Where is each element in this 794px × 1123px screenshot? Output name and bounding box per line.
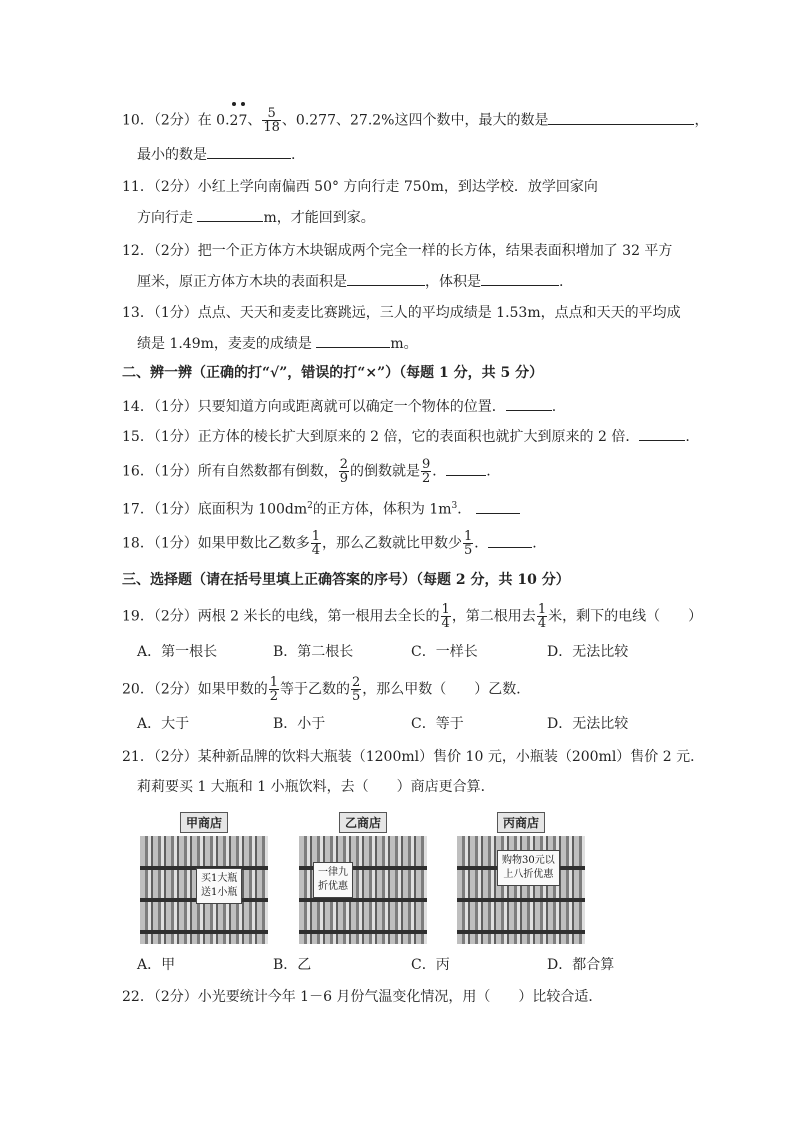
fraction: $\frac{2}{5}$ <box>352 675 361 704</box>
fraction: $\frac{1}{2}$ <box>269 675 279 704</box>
store-jia-photo <box>140 812 268 944</box>
question-11-line-2: 方向行走 m，才能回到家。 <box>137 207 375 228</box>
option-d[interactable]: D．都合算 <box>547 957 615 973</box>
fraction: $\frac{1}{4}$ <box>441 602 450 631</box>
answer-blank[interactable] <box>207 144 291 159</box>
fraction: $\frac{1}{4}$ <box>311 529 321 558</box>
option-b[interactable]: B．第二根长 <box>273 644 354 660</box>
answer-blank[interactable] <box>316 333 390 348</box>
question-13-line-1: 13．（1分）点点、天天和麦麦比赛跳远，三人的平均成绩是 1.53m，点点和天天的平均成 <box>122 305 681 321</box>
promo-sign: 买1大瓶 送1小瓶 <box>196 868 242 904</box>
question-11-line-1: 11．（2分）小红上学向南偏西 50° 方向行走 750m，到达学校．放学回家向 <box>122 179 598 195</box>
answer-blank[interactable] <box>197 207 263 222</box>
section-3-heading: 三、选择题（请在括号里填上正确答案的序号）（每题 2 分，共 10 分） <box>122 572 570 588</box>
shelf-photo <box>299 836 427 944</box>
promo-sign: 购物30元以 上八折优惠 <box>497 850 560 886</box>
fraction: $\frac{5}{18}$ <box>263 106 280 135</box>
shelf-line <box>299 898 427 902</box>
option-b[interactable]: B．乙 <box>273 957 312 973</box>
option-c[interactable]: C．等于 <box>411 716 464 732</box>
answer-blank[interactable] <box>347 271 425 286</box>
promo-sign: 一律九 折优惠 <box>313 862 353 898</box>
question-12-line-2: 厘米，原正方体方木块的表面积是 ，体积是 . <box>137 271 563 292</box>
answer-blank[interactable] <box>446 461 486 476</box>
question-13-line-2: 绩是 1.49m，麦麦的成绩是 m。 <box>137 333 418 354</box>
question-16: 16．（1分）所有自然数都有倒数， $\frac{2}{9}$ 的倒数就是 $\frac{9}{2}$ ． . <box>122 457 491 486</box>
option-a[interactable]: A．第一根长 <box>137 644 218 660</box>
shelf-photo <box>457 836 585 944</box>
store-name: 乙商店 <box>339 812 387 833</box>
fraction: $\frac{2}{9}$ <box>339 457 349 486</box>
question-17: 17．（1分）底面积为 $100dm^2$的正方体，体积为 $1m^3$． <box>122 496 520 520</box>
repeating-digit: 2 <box>230 111 239 131</box>
shelf-line <box>140 930 268 934</box>
option-b[interactable]: B．小于 <box>273 716 326 732</box>
question-14: 14．（1分）只要知道方向或距离就可以确定一个物体的位置． . <box>122 396 556 417</box>
shelf-line <box>457 930 585 934</box>
fraction: $\frac{1}{4}$ <box>537 602 547 631</box>
shelf-photo <box>140 836 268 944</box>
answer-blank[interactable] <box>476 499 520 514</box>
repeat-dot-icon <box>232 102 236 106</box>
option-d[interactable]: D．无法比较 <box>547 644 629 660</box>
store-bing-photo <box>457 812 585 944</box>
repeating-digit: 7 <box>238 111 247 131</box>
question-21-line-1: 21．（2分）某种新品牌的饮料大瓶装（1200ml）售价 10 元，小瓶装（200ml）售价 2 元． <box>122 749 705 765</box>
option-c[interactable]: C．丙 <box>411 957 450 973</box>
shelf-line <box>299 930 427 934</box>
section-2-heading: 二、辨一辨（正确的打“√”，错误的打“×”）（每题 1 分，共 5 分） <box>122 365 544 381</box>
store-name: 甲商店 <box>180 812 228 833</box>
option-a[interactable]: A．大于 <box>137 716 190 732</box>
answer-blank[interactable] <box>639 426 685 441</box>
answer-blank[interactable] <box>488 533 532 548</box>
answer-blank[interactable] <box>481 271 559 286</box>
question-18: 18．（1分）如果甲数比乙数多 $\frac{1}{4}$ ，那么乙数就比甲数少 $\frac{1}{5}$ ． . <box>122 529 537 558</box>
answer-blank[interactable] <box>506 396 552 411</box>
question-22: 22．（2分）小光要统计今年 1－6 月份气温变化情况，用（ ）比较合适． <box>122 989 603 1005</box>
fraction: $\frac{9}{2}$ <box>422 457 431 486</box>
question-10-line-2: 最小的数是 . <box>137 144 295 165</box>
question-15: 15．（1分）正方体的棱长扩大到原来的 2 倍，它的表面积也就扩大到原来的 2 倍． . <box>122 426 690 447</box>
option-d[interactable]: D．无法比较 <box>547 716 629 732</box>
question-12-line-1: 12．（2分）把一个正方体方木块锯成两个完全一样的长方体，结果表面积增加了 32 平方 <box>122 243 673 259</box>
option-c[interactable]: C．一样长 <box>411 644 478 660</box>
store-name: 丙商店 <box>497 812 545 833</box>
shelf-line <box>457 898 585 902</box>
question-19: 19．（2分）两根 2 米长的电线，第一根用去全长的 $\frac{1}{4}$ ，第二根用去 $\frac{1}{4}$ 米，剩下的电线（ ） <box>122 602 703 631</box>
answer-blank[interactable] <box>548 110 694 125</box>
question-10-line-1: 10．（2分）在 0. 2 7、 $\frac{5}{18}$ 、0.277、27.2%这四个数中，最大的数是 ， <box>122 107 708 134</box>
repeat-dot-icon <box>241 102 245 106</box>
question-21-line-2: 莉莉要买 1 大瓶和 1 小瓶饮料，去（ ）商店更合算． <box>137 779 495 795</box>
store-yi-photo <box>299 812 427 944</box>
fraction: $\frac{1}{5}$ <box>464 529 473 558</box>
option-a[interactable]: A．甲 <box>137 957 176 973</box>
question-20: 20．（2分）如果甲数的 $\frac{1}{2}$ 等于乙数的 $\frac{2}{5}$ ，那么甲数（ ）乙数． <box>122 675 531 704</box>
